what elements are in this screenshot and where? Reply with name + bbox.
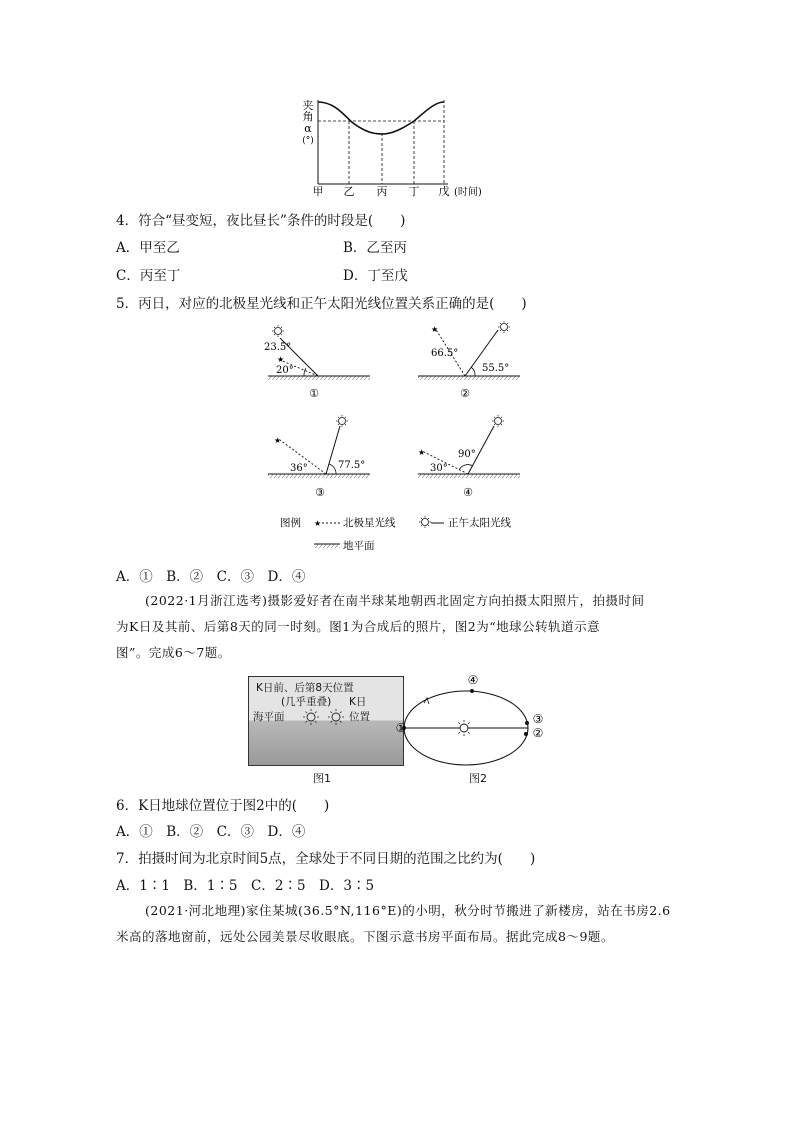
orbit-label-1: ① [396,721,407,735]
sun-icon [303,709,319,725]
svg-text:图例: 图例 [280,517,301,529]
sun-icon [328,709,344,725]
y-label-char: 角 [302,110,314,123]
q6-options[interactable]: A．① B．② C．③ D．④ [116,824,306,840]
x-tick-label: 丁 [408,185,420,198]
svg-text:④: ④ [463,486,473,499]
q4-option-d[interactable]: D．丁至戊 [343,268,408,284]
svg-text:36°: 36° [290,463,308,474]
svg-text:①: ① [309,387,319,400]
figure-2-caption: 图2 [469,772,487,785]
diagram-2 [418,321,520,400]
svg-text:③: ③ [315,486,325,499]
x-tick-label: 丙 [376,185,388,198]
figure-1-caption: 图1 [313,772,331,785]
star-icon: ★ [314,519,322,528]
star-icon: ★ [431,325,439,334]
question-6-stem: 6．K日地球位置位于图2中的( ) [116,798,330,814]
sun-icon [495,418,502,425]
svg-text:北极星光线: 北极星光线 [343,517,396,529]
y-label-char: α [304,122,312,135]
sun-icon [339,418,346,425]
sun-icon [422,519,429,526]
sun-icon [501,324,508,331]
question-4-stem: 4．符合“昼变短，夜比昼长”条件的时段是( ) [116,213,406,229]
svg-text:②: ② [460,387,470,400]
sun-positions [299,707,355,727]
diagram-1 [264,325,370,400]
svg-text:90°: 90° [458,449,476,460]
svg-text:20°: 20° [276,365,294,376]
angle-time-chart [296,96,496,200]
passage-2-line-2: 米高的落地窗前，远处公园美景尽收眼底。下图示意书房平面布局。据此完成8～9题。 [116,929,614,944]
passage-2-line-1: (2021·河北地理)家住某城(36.5°N,116°E)的小明，秋分时节搬进了新楼房，站在书房2.6 [145,903,671,918]
orbit-label-3: ③ [532,712,544,726]
q5-options[interactable]: A．① B．② C．③ D．④ [116,569,306,585]
star-icon: ★ [418,448,426,457]
q4-option-a[interactable]: A．甲至乙 [116,240,180,256]
diagram-4 [418,415,520,499]
diagram-3 [268,415,370,499]
y-label-char: (°) [302,136,314,146]
passage-1-line-2: 为K日及其前、后第8天的同一时刻。图1为合成后的照片，图2为“地球公转轨道示意 [116,619,601,634]
star-icon: ★ [274,436,282,445]
svg-text:30°: 30° [430,463,448,474]
q7-options[interactable]: A．1∶1 B．1∶5 C．2∶5 D．3∶5 [116,878,375,894]
svg-text:23.5°: 23.5° [264,342,292,353]
x-tick-label: 戊 [438,185,450,198]
sun-icon [275,328,282,335]
svg-text:66.5°: 66.5° [431,348,459,359]
question-7-stem: 7．拍摄时间为北京时间5点，全球处于不同日期的范围之比约为( ) [116,851,536,867]
passage-1-line-1: (2022·1月浙江选考)摄影爱好者在南半球某地朝西北固定方向拍摄太阳照片，拍摄时间 [145,593,645,608]
diagram-legend [280,516,511,552]
svg-text:77.5°: 77.5° [338,460,366,471]
q4-option-c[interactable]: C．丙至丁 [116,268,181,284]
svg-text:正午太阳光线: 正午太阳光线 [448,517,511,529]
figure-2-orbit [396,672,556,768]
orbit-label-4: ④ [467,673,479,687]
figure-1-photo: K日前、后第8天位置 (几乎重叠) K日 海平面 位置 [248,676,404,766]
light-angle-diagrams [260,318,540,558]
question-5-stem: 5．丙日，对应的北极星光线和正午太阳光线位置关系正确的是( ) [116,296,527,312]
y-label-char: 夹 [302,99,314,112]
svg-text:55.5°: 55.5° [482,363,510,374]
x-tick-label: 乙 [343,185,355,198]
q4-option-b[interactable]: B．乙至丙 [343,240,407,256]
passage-1-line-3: 图”。完成6～7题。 [116,645,231,660]
x-unit-label: (时间) [454,187,482,198]
orbit-label-2: ② [532,726,544,740]
star-icon: ★ [277,355,285,364]
x-tick-label: 甲 [312,185,324,198]
svg-text:地平面: 地平面 [343,540,375,552]
angle-curve [318,102,444,134]
